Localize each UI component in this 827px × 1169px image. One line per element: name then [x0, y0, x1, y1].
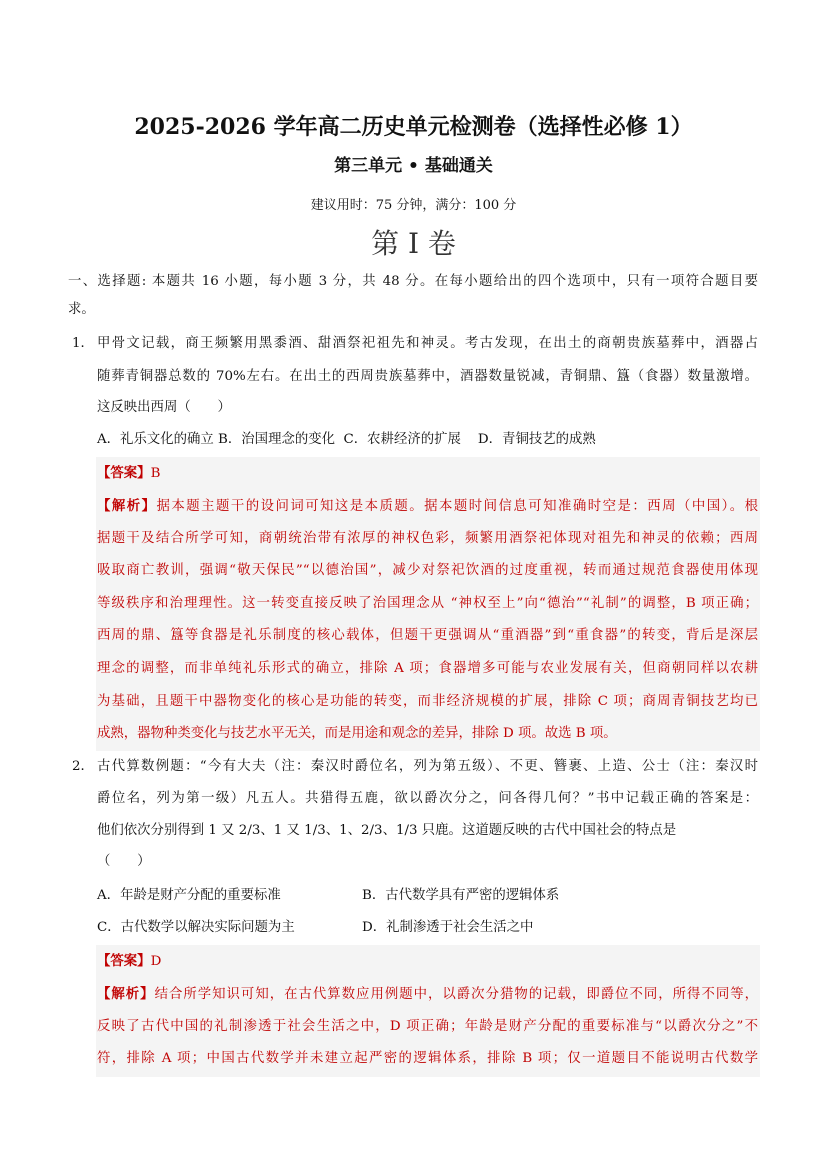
answer-label: 【答案】	[97, 465, 151, 481]
document-title: 2025-2026 学年高二历史单元检测卷（选择性必修 1）	[134, 114, 693, 140]
q2-stem-line: （ ）	[97, 854, 151, 869]
q2-option-a	[97, 886, 281, 906]
q2-analysis-line	[97, 984, 758, 1005]
analysis-text: 为基础，且题干中器物变化的核心是功能的转变，而非经济规模的扩展，排除 C 项；商周青铜技艺均已	[97, 693, 758, 709]
analysis-text: 结合所学知识可知，在古代算数应用例题中，以爵次分猎物的记载，即爵位不同，所得不同等，	[154, 987, 759, 1002]
q2-analysis-line	[97, 1049, 758, 1069]
analysis-label: 【解析】	[97, 986, 155, 1002]
analysis-text: 成熟，器物种类变化与技艺水平无关，而是用途和观念的差异，排除 D 项。故选 B 项。	[97, 726, 617, 742]
option-key: B．	[362, 888, 386, 903]
analysis-text: 吸取商亡教训，强调“敬天保民”“以德治国”，减少对祭祀饮酒的过度重视，转而通过规范食器使用体现	[97, 563, 758, 579]
q2-option-c	[97, 918, 295, 938]
q1-answer	[97, 463, 160, 484]
q2-answer	[97, 951, 161, 972]
q1-analysis-line	[97, 724, 758, 744]
section-instructions-line: 求。	[68, 302, 95, 317]
option-key: A．	[97, 888, 121, 903]
answer-value: B	[150, 466, 161, 481]
q1-analysis-line	[97, 626, 758, 646]
q1-stem-line: 随葬青铜器总数的 70%左右。在出土的西周贵族墓葬中，酒器数量锐减，青铜鼎、簋（食器）数量激增。	[97, 369, 758, 384]
option-text: 古代数学具有严密的逻辑体系	[385, 888, 560, 903]
analysis-text: 西周的鼎、簋等食器是礼乐制度的核心载体，但题干更强调从“重酒器”到“重食器”的转变，背后是深层	[97, 628, 758, 644]
option-text: 古代数学以解决实际问题为主	[120, 920, 295, 935]
q1-analysis-line	[97, 594, 758, 614]
q2-stem-line: 他们依次分别得到 1 又 2/3、1 又 1/3、1、2/3、1/3 只鹿。这道题反映的古代中国社会的特点是	[97, 823, 677, 838]
q1-options: A．礼乐文化的确立 B．治国理念的变化 C．农耕经济的扩展 D．青铜技艺的成熟	[97, 432, 596, 447]
q2-stem-line: 古代算数例题：“今有大夫（注：秦汉时爵位名，列为第五级）、不更、簪裹、上造、公士（注：秦汉时	[97, 759, 758, 774]
answer-value: D	[150, 954, 162, 969]
q1-analysis-line	[97, 496, 758, 517]
q1-analysis-line	[97, 561, 758, 581]
q2-stem-line: 爵位名，列为第一级）凡五人。共猎得五鹿，欲以爵次分之，问各得几何？”书中记载正确的答案是：	[97, 791, 758, 806]
option-text: 年龄是财产分配的重要标准	[120, 888, 281, 903]
volume-heading: 第 I 卷	[371, 227, 456, 260]
analysis-text: 据本题主题干的设问词可知这是本质题。据本题时间信息可知准确时空是：西周（中国）。根	[156, 499, 759, 514]
question-number: 2．	[72, 759, 94, 774]
q1-analysis-line	[97, 692, 758, 712]
q1-analysis-line	[97, 529, 758, 549]
q2-option-d	[362, 918, 533, 938]
option-key: C．	[97, 920, 121, 935]
q2-option-b	[362, 886, 559, 906]
analysis-text: 反映了古代中国的礼制渗透于社会生活之中，D 项正确；年龄是财产分配的重要标准与“以爵次分之”不	[97, 1018, 758, 1034]
exam-meta: 建议用时：75 分钟，满分：100 分	[310, 198, 517, 213]
q1-stem-line: 这反映出西周（ ）	[97, 400, 231, 415]
analysis-text: 据题干及结合所学可知，商朝统治带有浓厚的神权色彩，频繁用酒祭祀体现对祖先和神灵的依赖；西周	[97, 530, 758, 546]
q1-stem-line: 甲骨文记载，商王频繁用黑黍酒、甜酒祭祀祖先和神灵。考古发现，在出土的商朝贵族墓葬中，酒器占	[97, 336, 758, 351]
document-subtitle: 第三单元 • 基础通关	[334, 156, 493, 176]
analysis-label: 【解析】	[97, 498, 157, 514]
option-text: 礼制渗透于社会生活之中	[386, 920, 534, 935]
section-instructions-line: 一、选择题: 本题共 16 小题，每小题 3 分，共 48 分。在每小题给出的四个选项中，只有一项符合题目要	[68, 274, 758, 289]
option-key: D．	[362, 920, 387, 935]
answer-label: 【答案】	[97, 953, 151, 969]
q2-analysis-line	[97, 1017, 758, 1037]
analysis-text: 等级秩序和治理理性。这一转变直接反映了治国理念从 “神权至上”向“德治”“礼制”的调整，B 项正确；	[97, 595, 758, 611]
q1-analysis-line	[97, 659, 758, 679]
question-number: 1．	[72, 336, 94, 351]
analysis-text: 符，排除 A 项；中国古代数学并未建立起严密的逻辑体系，排除 B 项；仅一道题目不能说明古代数学	[97, 1051, 758, 1067]
analysis-text: 理念的调整，而非单纯礼乐形式的确立，排除 A 项；食器增多可能与农业发展有关，但商朝同样以农耕	[97, 661, 758, 676]
